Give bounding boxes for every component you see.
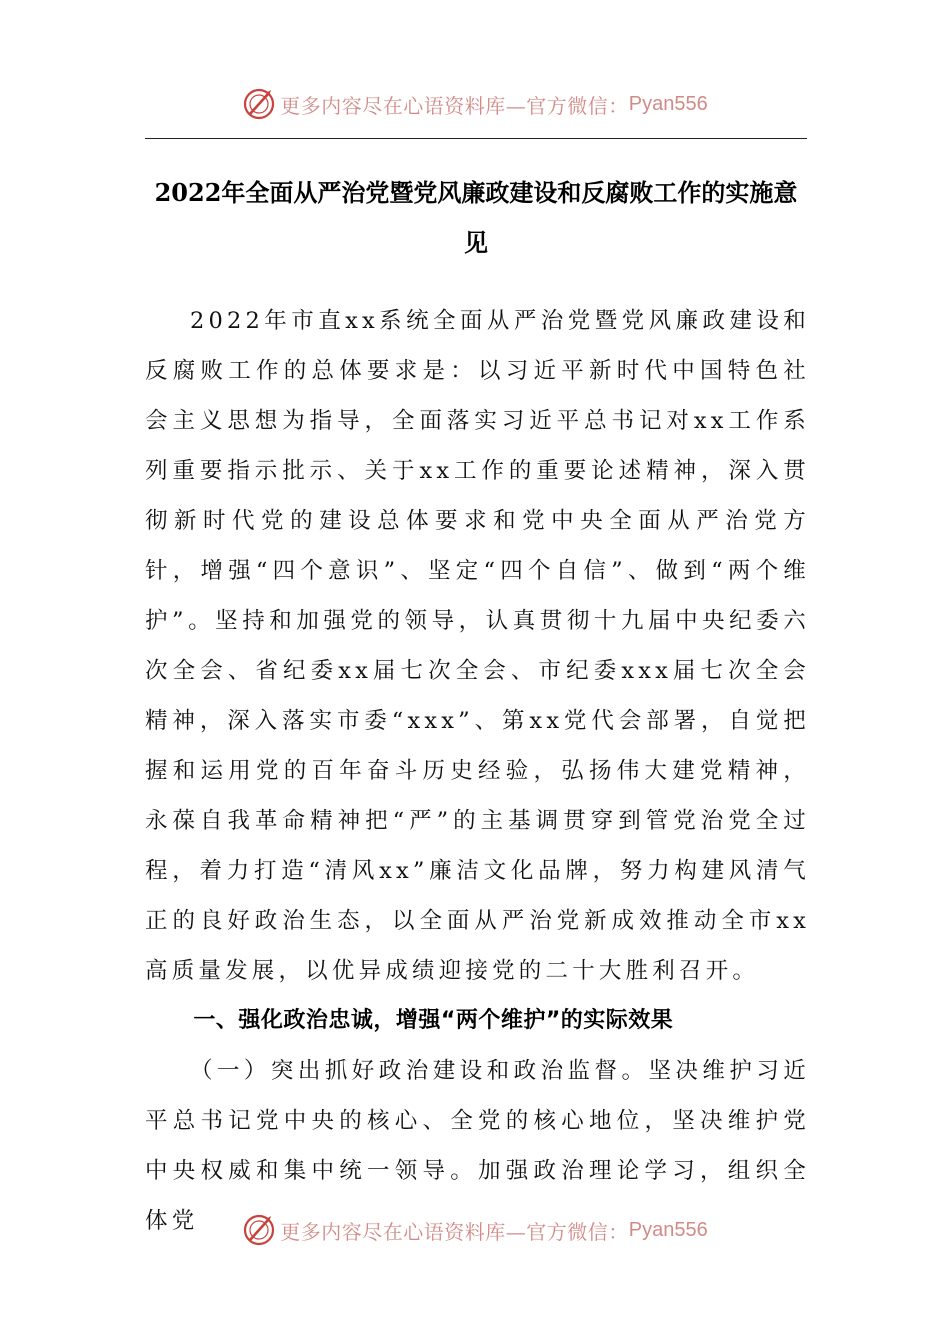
document-body (145, 296, 810, 1246)
pen-circle-icon (242, 1213, 276, 1247)
watermark-header (0, 84, 950, 124)
document-title: 2022年全面从严治党暨党风廉政建设和反腐败工作的实施意见 (154, 178, 798, 257)
watermark-wechat-id: Pyan556 (628, 92, 708, 115)
pen-circle-icon (242, 87, 276, 121)
header-divider (145, 138, 807, 139)
section-heading: 一、强化政治忠诚，增强“两个维护”的实际效果 (193, 1008, 674, 1033)
watermark-text: 更多内容尽在心语资料库—官方微信： (280, 93, 629, 118)
watermark-footer (0, 1210, 950, 1250)
watermark-text: 更多内容尽在心语资料库—官方微信： (280, 1219, 629, 1244)
section-paragraph: （一）突出抓好政治建设和政治监督。坚决维护习近平总书记党中央的核心、全党的核心地位，坚决维护党中央权威和集中统一领导。加强政治理论学习，组织全体党 (145, 1058, 810, 1234)
watermark-wechat-id: Pyan556 (628, 1218, 708, 1241)
intro-paragraph: 2022年市直xx系统全面从严治党暨党风廉政建设和反腐败工作的总体要求是：以习近平新时代中国特色社会主义思想为指导，全面落实习近平总书记对xx工作系列重要指示批示、关于xx工作的重要论述精神，深入贯彻新时代党的建设总体要求和党中央全面从严治党方针，增强“四个意识”、坚定“四个自信”、做到“两个维护”。坚持和加强党的领导，认真贯彻十九届中央纪委六次全会、省纪委xx届七次全会、市纪委xxx届七次全会精神，深入落实市委“xxx”、第xx党代会部署，自觉把握和运用党的百年奋斗历史经验，弘扬伟大建党精神，永葆自我革命精神把“严”的主基调贯穿到管党治党全过程，着力打造“清风xx”廉洁文化品牌，努力构建风清气正的良好政治生态，以全面从严治党新成效推动全市xx高质量发展，以优异成绩迎接党的二十大胜利召开。 (145, 308, 810, 984)
